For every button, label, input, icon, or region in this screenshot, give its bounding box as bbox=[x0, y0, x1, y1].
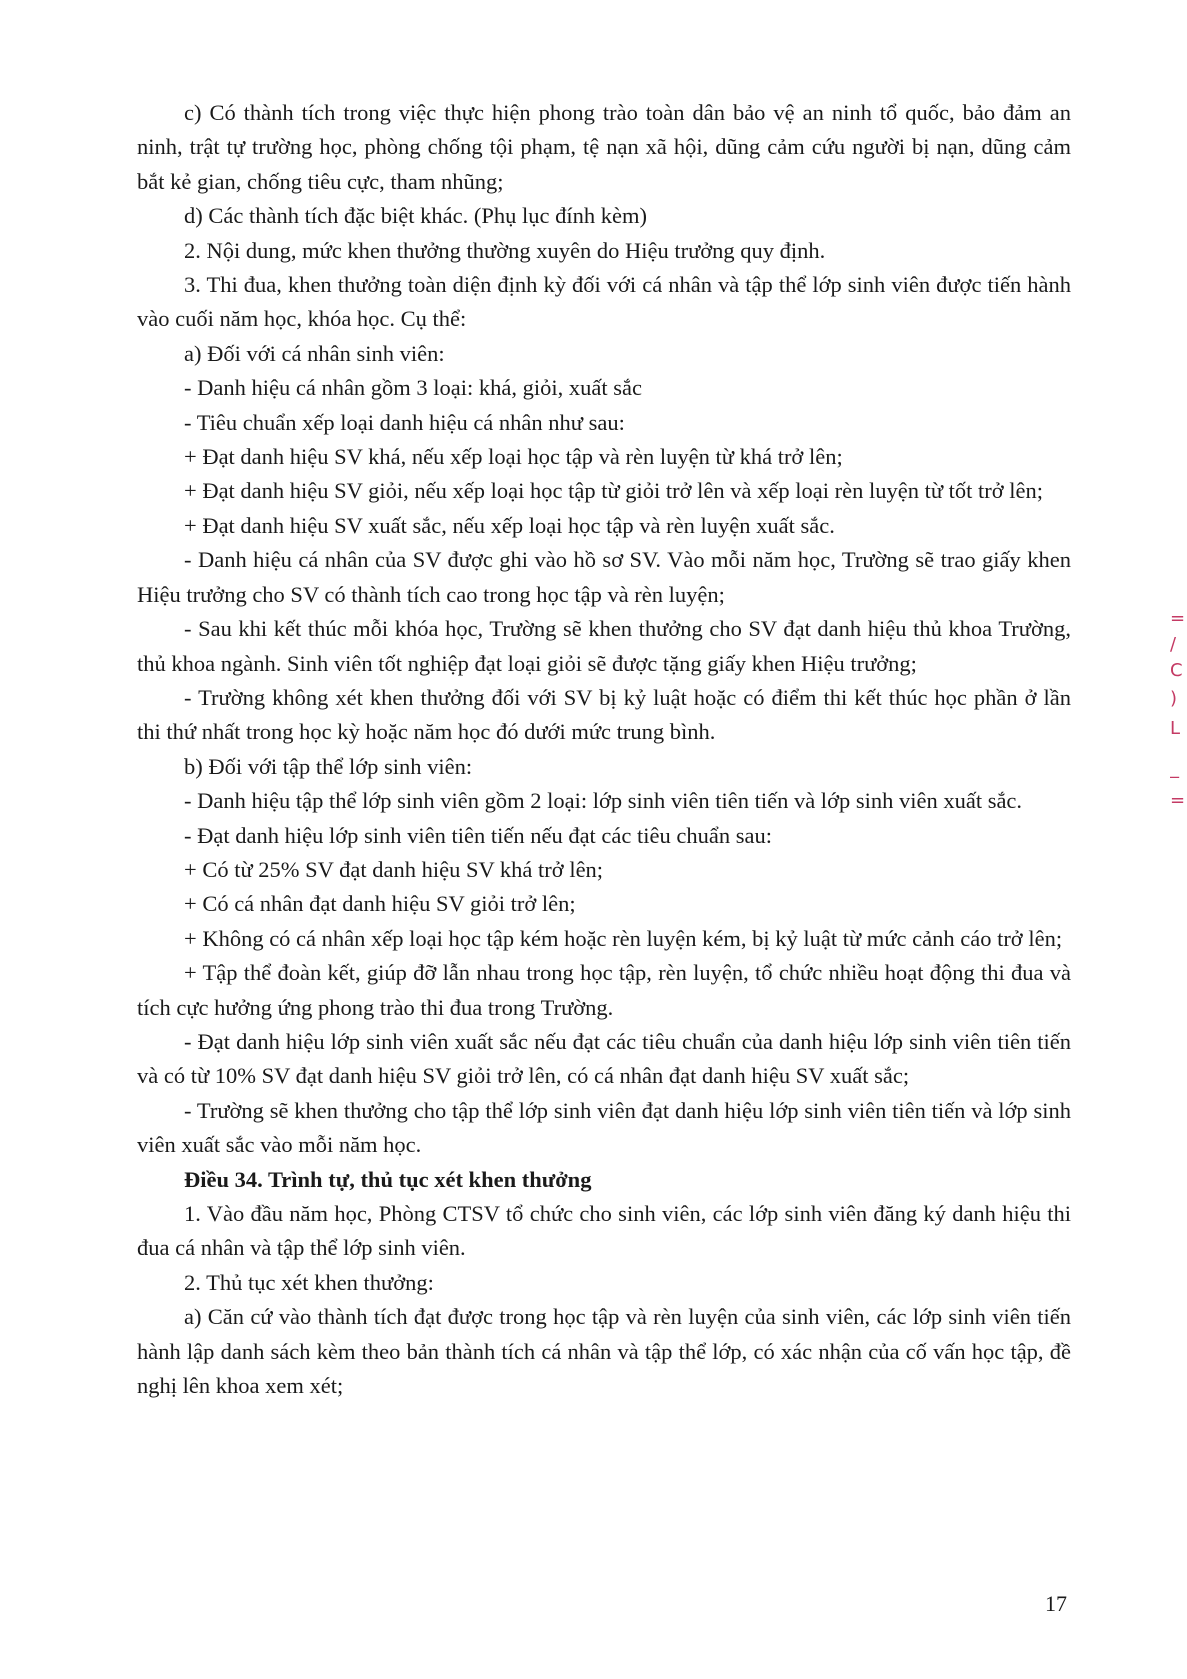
paragraph-22: - Trường sẽ khen thưởng cho tập thể lớp sinh viên đạt danh hiệu lớp sinh viên tiên tiến và lớp sinh viên xuất sắc vào mỗi năm học. bbox=[137, 1097, 1071, 1158]
paragraph-5: a) Đối với cá nhân sinh viên: bbox=[184, 340, 445, 366]
paragraph-1: c) Có thành tích trong việc thực hiện phong trào toàn dân bảo vệ an ninh tổ quốc, bảo đảm an ninh, trật tự trường học, phòng chống tội phạm, tệ nạn xã hội, dũng cảm cứu người bị nạn, dũng cảm bắt kẻ gian, chống tiêu cực, tham nhũng; bbox=[137, 100, 1071, 194]
paragraph-24: 1. Vào đầu năm học, Phòng CTSV tổ chức cho sinh viên, các lớp sinh viên đăng ký danh hiệu thi đua cá nhân và tập thể lớp sinh viên. bbox=[137, 1201, 1071, 1261]
paragraph-21: - Đạt danh hiệu lớp sinh viên xuất sắc nếu đạt các tiêu chuẩn của danh hiệu lớp sinh viên tiên tiến và có từ 10% SV đạt danh hiệu SV giỏi trở lên, có cá nhân đạt danh hiệu SV xuất sắc; bbox=[137, 1028, 1071, 1089]
paragraph-2: d) Các thành tích đặc biệt khác. (Phụ lục đính kèm) bbox=[184, 203, 647, 229]
paragraph-18: + Có cá nhân đạt danh hiệu SV giỏi trở lên; bbox=[184, 891, 576, 917]
paragraph-13: - Trường không xét khen thưởng đối với SV bị kỷ luật hoặc có điểm thi kết thúc học phần ở lần thi thứ nhất trong học kỳ hoặc năm học đó dưới mức trung bình. bbox=[137, 684, 1071, 745]
paragraph-16: - Đạt danh hiệu lớp sinh viên tiên tiến nếu đạt các tiêu chuẩn sau: bbox=[184, 822, 772, 848]
paragraph-15: - Danh hiệu tập thể lớp sinh viên gồm 2 loại: lớp sinh viên tiên tiến và lớp sinh viên xuất sắc. bbox=[184, 788, 1023, 814]
paragraph-26: a) Căn cứ vào thành tích đạt được trong học tập và rèn luyện của sinh viên, các lớp sinh viên tiến hành lập danh sách kèm theo bản thành tích cá nhân và tập thể lớp, có xác nhận của cố vấn học tập, đề nghị lên khoa xem xét; bbox=[137, 1304, 1071, 1399]
stamp-glyph: = bbox=[1170, 610, 1186, 629]
stamp-glyph: _ bbox=[1170, 758, 1179, 779]
document-page bbox=[137, 96, 1071, 1403]
paragraph-10: + Đạt danh hiệu SV xuất sắc, nếu xếp loại học tập và rèn luyện xuất sắc. bbox=[184, 512, 835, 538]
stamp-glyph: = bbox=[1170, 790, 1186, 811]
paragraph-17: + Có từ 25% SV đạt danh hiệu SV khá trở lên; bbox=[184, 856, 604, 882]
stamp-glyph: L bbox=[1170, 718, 1181, 739]
paragraph-19: + Không có cá nhân xếp loại học tập kém hoặc rèn luyện kém, bị kỷ luật từ mức cảnh cáo trở lên; bbox=[184, 925, 1063, 951]
paragraph-9: + Đạt danh hiệu SV giỏi, nếu xếp loại học tập từ giỏi trở lên và xếp loại rèn luyện từ tốt trở lên; bbox=[184, 478, 1044, 504]
paragraph-25: 2. Thủ tục xét khen thưởng: bbox=[184, 1269, 434, 1295]
margin-stamp-fragment bbox=[1170, 610, 1187, 830]
paragraph-14: b) Đối với tập thể lớp sinh viên: bbox=[184, 753, 473, 779]
stamp-glyph: C bbox=[1170, 660, 1183, 681]
paragraph-7: - Tiêu chuẩn xếp loại danh hiệu cá nhân như sau: bbox=[184, 409, 625, 435]
page-number: 17 bbox=[1045, 1591, 1067, 1616]
stamp-glyph: / bbox=[1170, 634, 1177, 655]
paragraph-12: - Sau khi kết thúc mỗi khóa học, Trường sẽ khen thưởng cho SV đạt danh hiệu thủ khoa Trường, thủ khoa ngành. Sinh viên tốt nghiệp đạt loại giỏi sẽ được tặng giấy khen Hiệu trưởng; bbox=[137, 616, 1071, 676]
paragraph-8: + Đạt danh hiệu SV khá, nếu xếp loại học tập và rèn luyện từ khá trở lên; bbox=[184, 444, 843, 470]
section-heading-article-34: Điều 34. Trình tự, thủ tục xét khen thưởng bbox=[184, 1166, 592, 1192]
paragraph-11: - Danh hiệu cá nhân của SV được ghi vào hồ sơ SV. Vào mỗi năm học, Trường sẽ trao giấy khen Hiệu trưởng cho SV có thành tích cao trong học tập và rèn luyện; bbox=[137, 547, 1071, 607]
paragraph-3: 2. Nội dung, mức khen thưởng thường xuyên do Hiệu trưởng quy định. bbox=[184, 237, 826, 263]
stamp-glyph: ) bbox=[1170, 688, 1178, 709]
paragraph-6: - Danh hiệu cá nhân gồm 3 loại: khá, giỏi, xuất sắc bbox=[184, 375, 642, 401]
paragraph-20: + Tập thể đoàn kết, giúp đỡ lẫn nhau trong học tập, rèn luyện, tổ chức nhiều hoạt động thi đua và tích cực hưởng ứng phong trào thi đua trong Trường. bbox=[137, 960, 1071, 1020]
paragraph-4: 3. Thi đua, khen thưởng toàn diện định kỳ đối với cá nhân và tập thể lớp sinh viên được tiến hành vào cuối năm học, khóa học. Cụ thể: bbox=[137, 272, 1071, 332]
